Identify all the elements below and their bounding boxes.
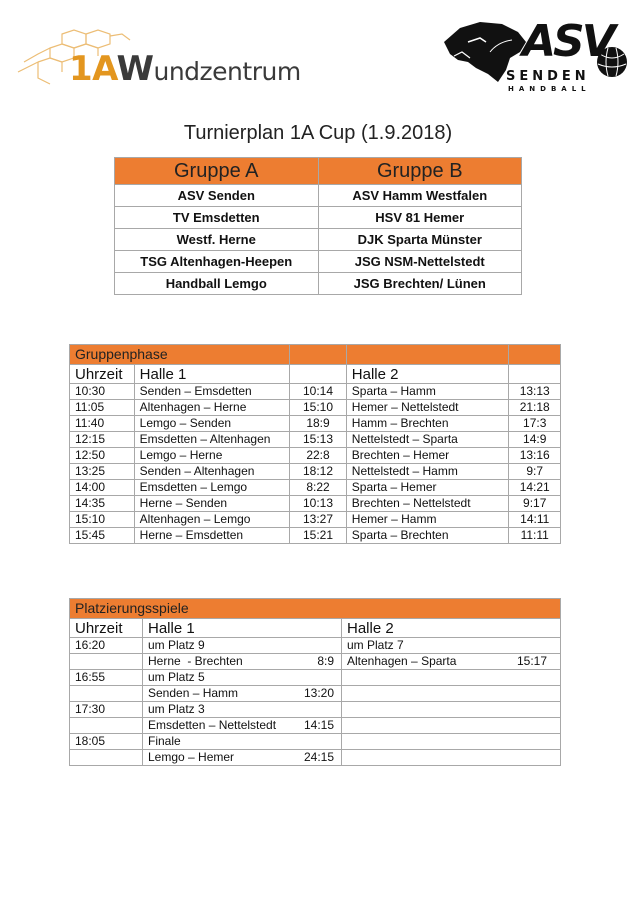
match-row [70,384,561,400]
group-b-team: JSG NSM-Nettelstedt [318,251,522,273]
hall1-placement-cell [143,638,342,654]
page-title: Turnierplan 1A Cup (1.9.2018) [183,122,453,144]
col-time-header: Uhrzeit [70,619,143,638]
logo-senden-text: SENDEN [506,69,590,84]
hall1-placement-match: Senden – Hamm [148,686,239,700]
group-a-team: Westf. Herne [115,229,319,251]
hall2-match: Sparta – Hemer [346,480,509,496]
hall1-placement-cell [143,702,342,718]
hall2-placement-cell [342,718,561,734]
hall2-score: 17:3 [509,416,561,432]
placement-table [69,598,561,766]
placement-time [70,750,143,766]
orange-header-cell [290,345,347,365]
hall2-placement-cell [342,638,561,654]
placement-time: 18:05 [70,734,143,750]
match-row [70,480,561,496]
hall2-match: Nettelstedt – Hamm [346,464,509,480]
col-hall1-header: Halle 1 [134,365,290,384]
hall2-match: Sparta – Brechten [346,528,509,544]
col-hall2-header: Halle 2 [346,365,509,384]
hall2-placement-match: um Platz 7 [347,638,404,652]
group-b-team: JSG Brechten/ Lünen [318,273,522,295]
placement-time: 17:30 [70,702,143,718]
hall1-score: 15:21 [290,528,347,544]
hall1-placement-score [334,734,336,749]
hall1-placement-score: 13:20 [303,686,334,700]
group-a-team: Handball Lemgo [115,273,319,295]
match-time: 15:10 [70,512,135,528]
hall2-match: Nettelstedt – Sparta [346,432,509,448]
hall1-placement-match: um Platz 9 [148,638,205,652]
placement-row [70,750,561,766]
hall1-score: 22:8 [290,448,347,464]
hall1-score: 18:9 [290,416,347,432]
hall2-match: Brechten – Nettelstedt [346,496,509,512]
hall1-placement-match: Emsdetten – Nettelstedt [148,718,277,732]
hall1-match: Senden – Altenhagen [134,464,290,480]
hall2-score: 14:11 [509,512,561,528]
placement-time: 16:55 [70,670,143,686]
match-time: 10:30 [70,384,135,400]
placement-row [70,718,561,734]
hall1-match: Herne – Emsdetten [134,528,290,544]
placement-row [70,702,561,718]
group-b-team: HSV 81 Hemer [318,207,522,229]
hall2-placement-cell [342,686,561,702]
hall2-score: 9:17 [509,496,561,512]
placement-time [70,686,143,702]
group-b-team: DJK Sparta Münster [318,229,522,251]
hall1-match: Herne – Senden [134,496,290,512]
logo-handball-text: HANDBALL [508,85,591,93]
hall2-match: Hemer – Hamm [346,512,509,528]
hall1-placement-match: um Platz 5 [148,670,205,684]
hall1-match: Altenhagen – Herne [134,400,290,416]
group-row [115,207,522,229]
match-row [70,432,561,448]
hall2-match: Hemer – Nettelstedt [346,400,509,416]
hall2-placement-cell [342,670,561,686]
group-row [115,251,522,273]
hall1-score: 10:14 [290,384,347,400]
match-time: 14:00 [70,480,135,496]
placement-time [70,718,143,734]
col-hall1-header: Halle 1 [143,619,342,638]
match-time: 13:25 [70,464,135,480]
logo-asv-text: ASV [522,16,613,67]
hall2-score: 13:13 [509,384,561,400]
hall2-placement-match: Altenhagen – Sparta [347,654,457,668]
hall2-match: Hamm – Brechten [346,416,509,432]
logo-text-1: 1 [69,49,93,89]
placement-time [70,654,143,670]
hall1-placement-match: Herne - Brechten [148,654,243,668]
match-row [70,464,561,480]
hall2-placement-score: 15:17 [516,654,547,668]
group-b-header: Gruppe B [318,158,522,185]
hall2-score: 9:7 [509,464,561,480]
hall1-score: 15:10 [290,400,347,416]
group-b-team: ASV Hamm Westfalen [318,185,522,207]
match-time: 12:50 [70,448,135,464]
hall2-score: 21:18 [509,400,561,416]
hall2-placement-score [547,638,555,653]
placement-time: 16:20 [70,638,143,654]
group-row [115,273,522,295]
hall2-placement-cell [342,750,561,766]
hall1-match: Altenhagen – Lemgo [134,512,290,528]
hall1-placement-cell [143,654,342,670]
hall2-match: Brechten – Hemer [346,448,509,464]
hall2-score: 13:16 [509,448,561,464]
hall1-placement-score [334,638,336,653]
col-time-header: Uhrzeit [70,365,135,384]
col-score2-header [509,365,561,384]
logo-text-a: A [92,49,117,89]
hall1-score: 13:27 [290,512,347,528]
match-time: 15:45 [70,528,135,544]
logo-text-w: W [116,49,154,89]
hall1-score: 10:13 [290,496,347,512]
match-time: 11:40 [70,416,135,432]
hall1-placement-match: Finale [148,734,181,748]
groups-table [114,157,522,295]
placement-row [70,638,561,654]
group-a-team: TSG Altenhagen-Heepen [115,251,319,273]
hall1-placement-match: Lemgo – Hemer [148,750,235,764]
placement-row [70,654,561,670]
col-score1-header [290,365,347,384]
hall1-placement-cell [143,670,342,686]
match-row [70,512,561,528]
hall1-match: Senden – Emsdetten [134,384,290,400]
group-phase-title: Gruppenphase [70,345,290,365]
hall2-score: 11:11 [509,528,561,544]
hall1-placement-cell [143,686,342,702]
placement-row [70,686,561,702]
hall1-placement-score: 24:15 [303,750,334,764]
hall2-placement-cell [342,654,561,670]
col-hall2-header: Halle 2 [342,619,561,638]
match-row [70,400,561,416]
hall2-score: 14:21 [509,480,561,496]
match-time: 11:05 [70,400,135,416]
logo-text-rest: undzentrum [153,57,301,86]
match-time: 12:15 [70,432,135,448]
hall1-match: Emsdetten – Altenhagen [134,432,290,448]
orange-header-cell [346,345,509,365]
hall1-match: Lemgo – Herne [134,448,290,464]
group-a-header: Gruppe A [115,158,319,185]
match-row [70,496,561,512]
placement-title: Platzierungsspiele [70,599,561,619]
hall1-placement-cell [143,718,342,734]
orange-header-cell [509,345,561,365]
hall1-placement-cell [143,750,342,766]
asv-senden-logo [440,12,628,94]
hall2-match: Sparta – Hamm [346,384,509,400]
match-row [70,448,561,464]
placement-row [70,734,561,750]
hall1-placement-score: 8:9 [317,654,334,668]
hall1-placement-score [334,670,336,685]
hall1-placement-match: um Platz 3 [148,702,205,716]
hall2-placement-cell [342,734,561,750]
hall1-placement-score: 14:15 [303,718,334,732]
match-row [70,528,561,544]
group-a-team: TV Emsdetten [115,207,319,229]
wundzentrum-logo [14,22,301,94]
hall1-score: 15:13 [290,432,347,448]
hall1-placement-score [334,702,336,717]
hall2-score: 14:9 [509,432,561,448]
match-row [70,416,561,432]
hall1-score: 18:12 [290,464,347,480]
group-row [115,229,522,251]
hall1-placement-cell [143,734,342,750]
hall1-match: Emsdetten – Lemgo [134,480,290,496]
hall1-score: 8:22 [290,480,347,496]
hall1-match: Lemgo – Senden [134,416,290,432]
hall2-placement-cell [342,702,561,718]
group-a-team: ASV Senden [115,185,319,207]
wundzentrum-wordmark [69,49,301,89]
placement-row [70,670,561,686]
match-time: 14:35 [70,496,135,512]
group-phase-table [69,344,561,544]
group-row [115,185,522,207]
